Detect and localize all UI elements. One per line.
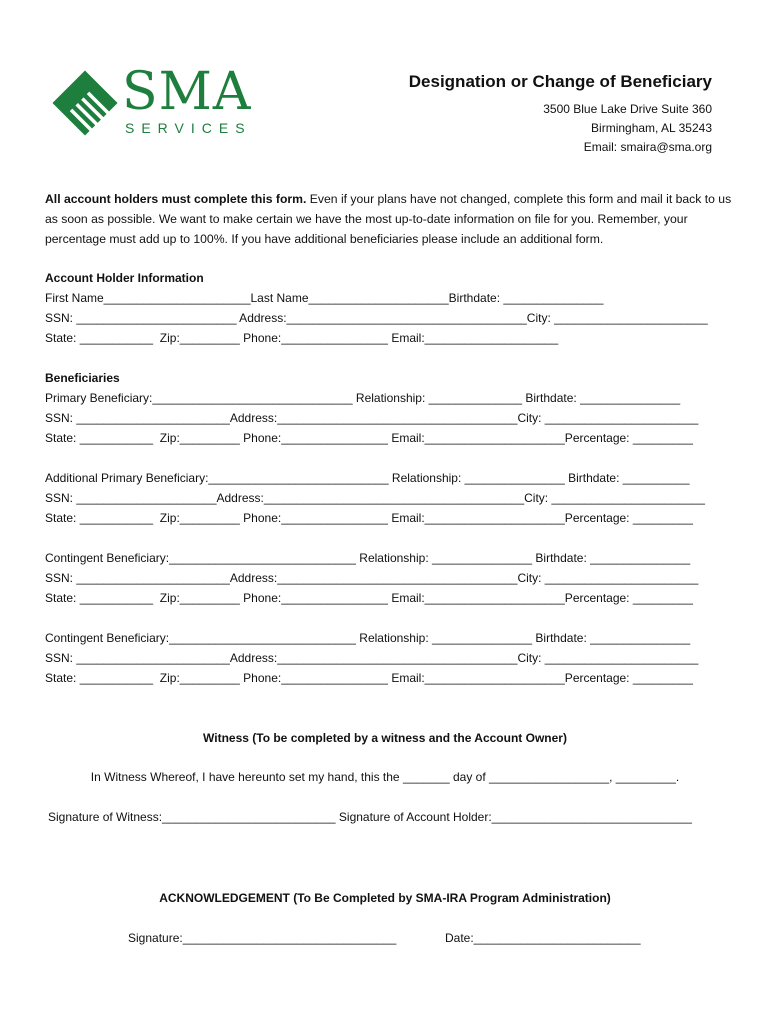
account-ssn-row[interactable]: SSN: ________________________ Address:____________________________________City: _______________________ [45,311,708,325]
account-name-row[interactable]: First Name______________________Last Name_____________________Birthdate: _______________ [45,291,604,305]
intro-text: Even if your plans have not changed, complete this form and mail it back to us as soon as possible. We want to make certain we have the most up-to-date information on file for you. Remember, your percentage must add up to 100%. If you have additional beneficiaries please include an additional form. [45,192,732,246]
primary-beneficiary-row[interactable]: Primary Beneficiary:______________________________ Relationship: ______________ Birthdate: _______________ [45,391,681,405]
intro-paragraph [45,189,735,249]
contingent-2-ssn-row[interactable]: SSN: _______________________Address:____________________________________City: _______________________ [45,651,699,665]
logo-services-text: SERVICES [125,120,252,136]
contingent-beneficiary-2-row[interactable]: Contingent Beneficiary:____________________________ Relationship: _______________ Birthdate: _______________ [45,631,691,645]
contact-email: Email: smaira@sma.org [583,140,712,154]
witness-heading: Witness (To be completed by a witness and the Account Owner) [203,731,567,745]
additional-state-row[interactable]: State: ___________ Zip:_________ Phone:________________ Email:_____________________Percentage: _________ [45,511,693,525]
witness-whereof-line[interactable]: In Witness Whereof, I have hereunto set my hand, this the _______ day of __________________, _________. [90,770,680,784]
sma-logo [52,62,252,142]
account-holder-heading: Account Holder Information [45,271,204,285]
additional-beneficiary-row[interactable]: Additional Primary Beneficiary:___________________________ Relationship: _______________ Birthdate: __________ [45,471,690,485]
contingent-1-ssn-row[interactable]: SSN: _______________________Address:____________________________________City: _______________________ [45,571,699,585]
admin-signature-line[interactable]: Signature:________________________________ [128,931,397,945]
form-header [409,72,712,157]
primary-ssn-row[interactable]: SSN: _______________________Address:____________________________________City: _______________________ [45,411,699,425]
address-line-2: Birmingham, AL 35243 [591,121,712,135]
signature-lines[interactable]: Signature of Witness:__________________________ Signature of Account Holder:______________________________ [48,810,692,824]
contingent-2-state-row[interactable]: State: ___________ Zip:_________ Phone:________________ Email:_____________________Percentage: _________ [45,671,693,685]
acknowledgement-heading: ACKNOWLEDGEMENT (To Be Completed by SMA-IRA Program Administration) [159,891,611,905]
contingent-beneficiary-1-row[interactable]: Contingent Beneficiary:____________________________ Relationship: _______________ Birthdate: _______________ [45,551,691,565]
account-state-row[interactable]: State: ___________ Zip:_________ Phone:________________ Email:____________________ [45,331,559,345]
intro-bold-text: All account holders must complete this form. [45,192,307,206]
page-title: Designation or Change of Beneficiary [408,72,712,91]
sma-logo-mark-icon [52,70,118,136]
address-line-1: 3500 Blue Lake Drive Suite 360 [543,102,712,116]
beneficiaries-heading: Beneficiaries [45,371,120,385]
contingent-1-state-row[interactable]: State: ___________ Zip:_________ Phone:________________ Email:_____________________Percentage: _________ [45,591,693,605]
primary-state-row[interactable]: State: ___________ Zip:_________ Phone:________________ Email:_____________________Percentage: _________ [45,431,693,445]
additional-ssn-row[interactable]: SSN: _____________________Address:_______________________________________City: _______________________ [45,491,705,505]
logo-brand-text: SMA [122,62,252,122]
admin-date-line[interactable]: Date:_________________________ [445,931,641,945]
